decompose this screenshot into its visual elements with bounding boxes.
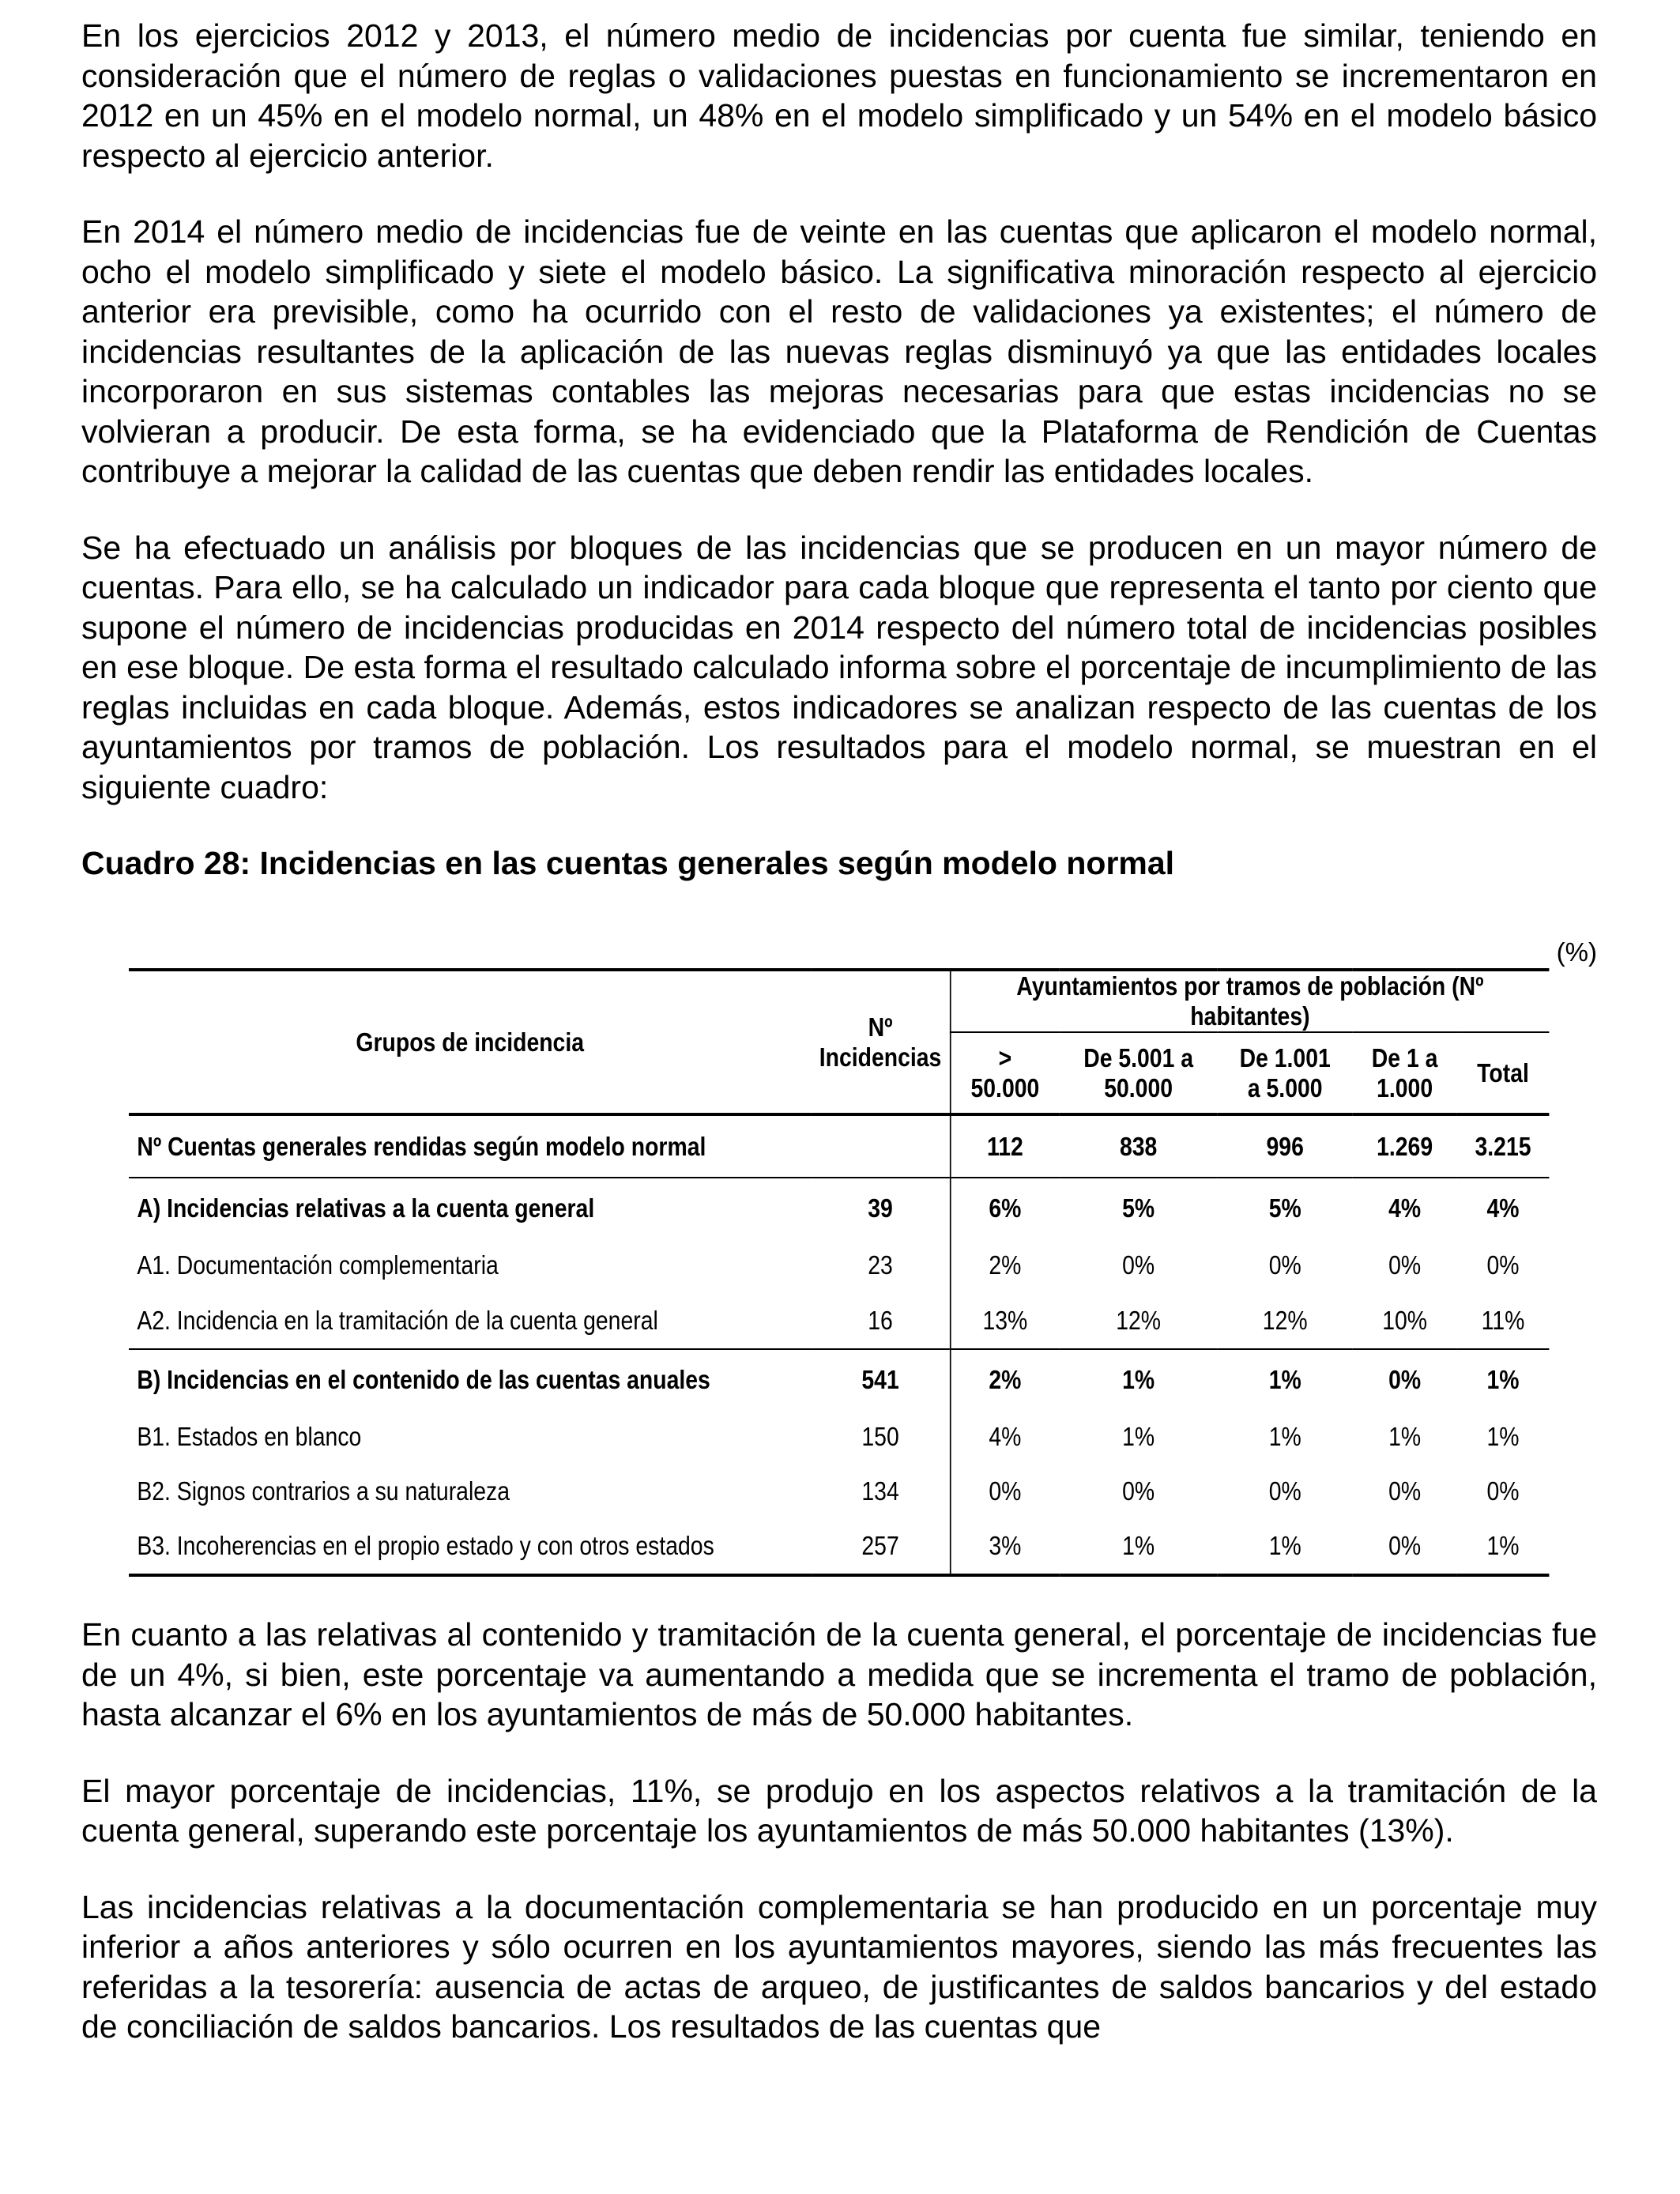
row-label: B1. Estados en blanco bbox=[137, 1421, 362, 1451]
row-label: B2. Signos contrarios a su naturaleza bbox=[137, 1476, 510, 1506]
row-label: B3. Incoherencias en el propio estado y con otros estados bbox=[137, 1531, 714, 1560]
row-num: 150 bbox=[861, 1421, 899, 1451]
cell: 0% bbox=[1122, 1250, 1155, 1280]
cell: 1% bbox=[1486, 1421, 1520, 1451]
table-row bbox=[129, 1409, 1549, 1464]
cell: 2% bbox=[951, 1238, 1060, 1292]
header-group: Grupos de incidencia bbox=[356, 1027, 585, 1057]
table-row bbox=[129, 1349, 1549, 1409]
cell: 0% bbox=[1486, 1250, 1520, 1280]
cell: 1.269 bbox=[1377, 1131, 1433, 1161]
table-row bbox=[129, 1178, 1549, 1238]
cell: 838 bbox=[1119, 1131, 1158, 1161]
cell: 10% bbox=[1382, 1305, 1428, 1335]
row-label: B) Incidencias en el contenido de las cuentas anuales bbox=[137, 1364, 710, 1394]
row-num: 134 bbox=[861, 1476, 899, 1506]
cell: 11% bbox=[1481, 1305, 1525, 1335]
paragraph: Se ha efectuado un análisis por bloques de las incidencias que se producen en un mayor número de cuentas. Para ello, se ha calculado un indicador para cada bloque que representa el tanto por ciento que supone el número de incidencias producidas en 2014 respecto del número total de incidencias posibles en ese bloque. De esta forma el resultado calculado informa sobre el porcentaje de incumplimiento de las reglas incluidas en cada bloque. Además, estos indicadores se analizan respecto de las cuentas de los ayuntamientos por tramos de población. Los resultados para el modelo normal, se muestran en el siguiente cuadro: bbox=[81, 529, 1597, 805]
cell: 0% bbox=[1268, 1250, 1301, 1280]
header-col-5001-50000: De 5.001 a 50.000 bbox=[1083, 1042, 1194, 1103]
document-page bbox=[81, 16, 1597, 2083]
paragraph: Las incidencias relativas a la documentación complementaria se han producido en un porcentaje muy inferior a años anteriores y sólo ocurren en los ayuntamientos mayores, siendo las más frecuentes las referidas a la tesorería: ausencia de actas de arqueo, de justificantes de saldos bancarios y del estado de conciliación de saldos bancarios. Los resultados de las cuentas que bbox=[81, 1888, 1597, 2045]
header-num: Nº Incidencias bbox=[819, 1012, 942, 1072]
header-ayuntamientos: Ayuntamientos por tramos de población (Nº habitantes) bbox=[951, 970, 1550, 1032]
cell: 1% bbox=[1268, 1421, 1301, 1451]
table-row bbox=[129, 1518, 1549, 1575]
paragraph: En cuanto a las relativas al contenido y tramitación de la cuenta general, el porcentaje de incidencias fue de un 4%, si bien, este porcentaje va aumentando a medida que se incrementa el tramo de población, hasta alcanzar el 6% en los ayuntamientos de más de 50.000 habitantes. bbox=[81, 1616, 1597, 1732]
row-num: 39 bbox=[868, 1193, 893, 1223]
header-col-total: Total bbox=[1477, 1057, 1529, 1088]
cell: 0% bbox=[1268, 1476, 1301, 1506]
cell: 0% bbox=[1388, 1476, 1422, 1506]
table-caption: Cuadro 28: Incidencias en las cuentas generales según modelo normal bbox=[81, 845, 1175, 881]
cell: 4% bbox=[951, 1409, 1060, 1464]
cell: 12% bbox=[1262, 1305, 1308, 1335]
table-row bbox=[129, 1464, 1549, 1518]
cell: 0% bbox=[1388, 1250, 1422, 1280]
row-label: Nº Cuentas generales rendidas según modelo normal bbox=[137, 1131, 706, 1161]
cell: 1% bbox=[1122, 1531, 1155, 1560]
cell: 5% bbox=[1268, 1193, 1301, 1223]
paragraph: En 2014 el número medio de incidencias fue de veinte en las cuentas que aplicaron el modelo normal, ocho el modelo simplificado y siete el modelo básico. La significativa minoración respecto al ejercicio anterior era previsible, como ha ocurrido con el resto de validaciones ya existentes; el número de incidencias resultantes de la aplicación de las nuevas reglas disminuyó ya que las entidades locales incorporaron en sus sistemas contables las mejoras necesarias para que estas incidencias no se volvieran a producir. De esta forma, se ha evidenciado que la Plataforma de Rendición de Cuentas contribuye a mejorar la calidad de las cuentas que deben rendir las entidades locales. bbox=[81, 213, 1597, 489]
cell: 13% bbox=[951, 1292, 1060, 1349]
cell: 6% bbox=[951, 1178, 1060, 1238]
cell: 0% bbox=[1486, 1476, 1520, 1506]
row-num: 16 bbox=[868, 1305, 893, 1335]
paragraph: En los ejercicios 2012 y 2013, el número medio de incidencias por cuenta fue similar, teniendo en consideración que el número de reglas o validaciones puestas en funcionamiento se incrementaron en 2012 en un 45% en el modelo normal, un 48% en el modelo simplificado y un 54% en el modelo básico respecto al ejercicio anterior. bbox=[81, 17, 1597, 174]
table-row bbox=[129, 1292, 1549, 1349]
cell: 1% bbox=[1486, 1531, 1520, 1560]
paragraph: El mayor porcentaje de incidencias, 11%, se produjo en los aspectos relativos a la tramitación de la cuenta general, superando este porcentaje los ayuntamientos de más 50.000 habitantes (13%). bbox=[81, 1772, 1597, 1849]
row-label: A) Incidencias relativas a la cuenta general bbox=[137, 1193, 595, 1223]
cell: 5% bbox=[1122, 1193, 1155, 1223]
cell: 4% bbox=[1388, 1193, 1422, 1223]
cell: 1% bbox=[1122, 1421, 1155, 1451]
cell: 2% bbox=[951, 1349, 1060, 1409]
cell: 0% bbox=[1388, 1364, 1422, 1394]
cell: 0% bbox=[951, 1464, 1060, 1518]
row-num: 257 bbox=[861, 1531, 899, 1560]
cell: 12% bbox=[1116, 1305, 1162, 1335]
cell: 1% bbox=[1268, 1364, 1301, 1394]
header-col-1-1000: De 1 a 1.000 bbox=[1371, 1042, 1438, 1103]
cell: 1% bbox=[1486, 1364, 1520, 1394]
row-label: A1. Documentación complementaria bbox=[137, 1250, 499, 1280]
cell: 1% bbox=[1122, 1364, 1155, 1394]
table-row bbox=[129, 1114, 1549, 1178]
row-num: 541 bbox=[861, 1364, 899, 1394]
table-row bbox=[129, 1238, 1549, 1292]
cell: 3.215 bbox=[1475, 1131, 1531, 1161]
cell: 112 bbox=[951, 1114, 1060, 1178]
row-num bbox=[811, 1114, 950, 1178]
incidences-table bbox=[129, 968, 1549, 1577]
cell: 3% bbox=[951, 1518, 1060, 1575]
table-unit: (%) bbox=[1556, 937, 1597, 967]
cell: 4% bbox=[1486, 1193, 1520, 1223]
cell: 996 bbox=[1266, 1131, 1304, 1161]
header-col-gt50000: > 50.000 bbox=[951, 1032, 1060, 1114]
header-col-1001-5000: De 1.001 a 5.000 bbox=[1239, 1042, 1331, 1103]
cell: 0% bbox=[1388, 1531, 1422, 1560]
row-num: 23 bbox=[868, 1250, 893, 1280]
row-label: A2. Incidencia en la tramitación de la cuenta general bbox=[137, 1305, 658, 1335]
cell: 1% bbox=[1388, 1421, 1422, 1451]
cell: 0% bbox=[1122, 1476, 1155, 1506]
cell: 1% bbox=[1268, 1531, 1301, 1560]
